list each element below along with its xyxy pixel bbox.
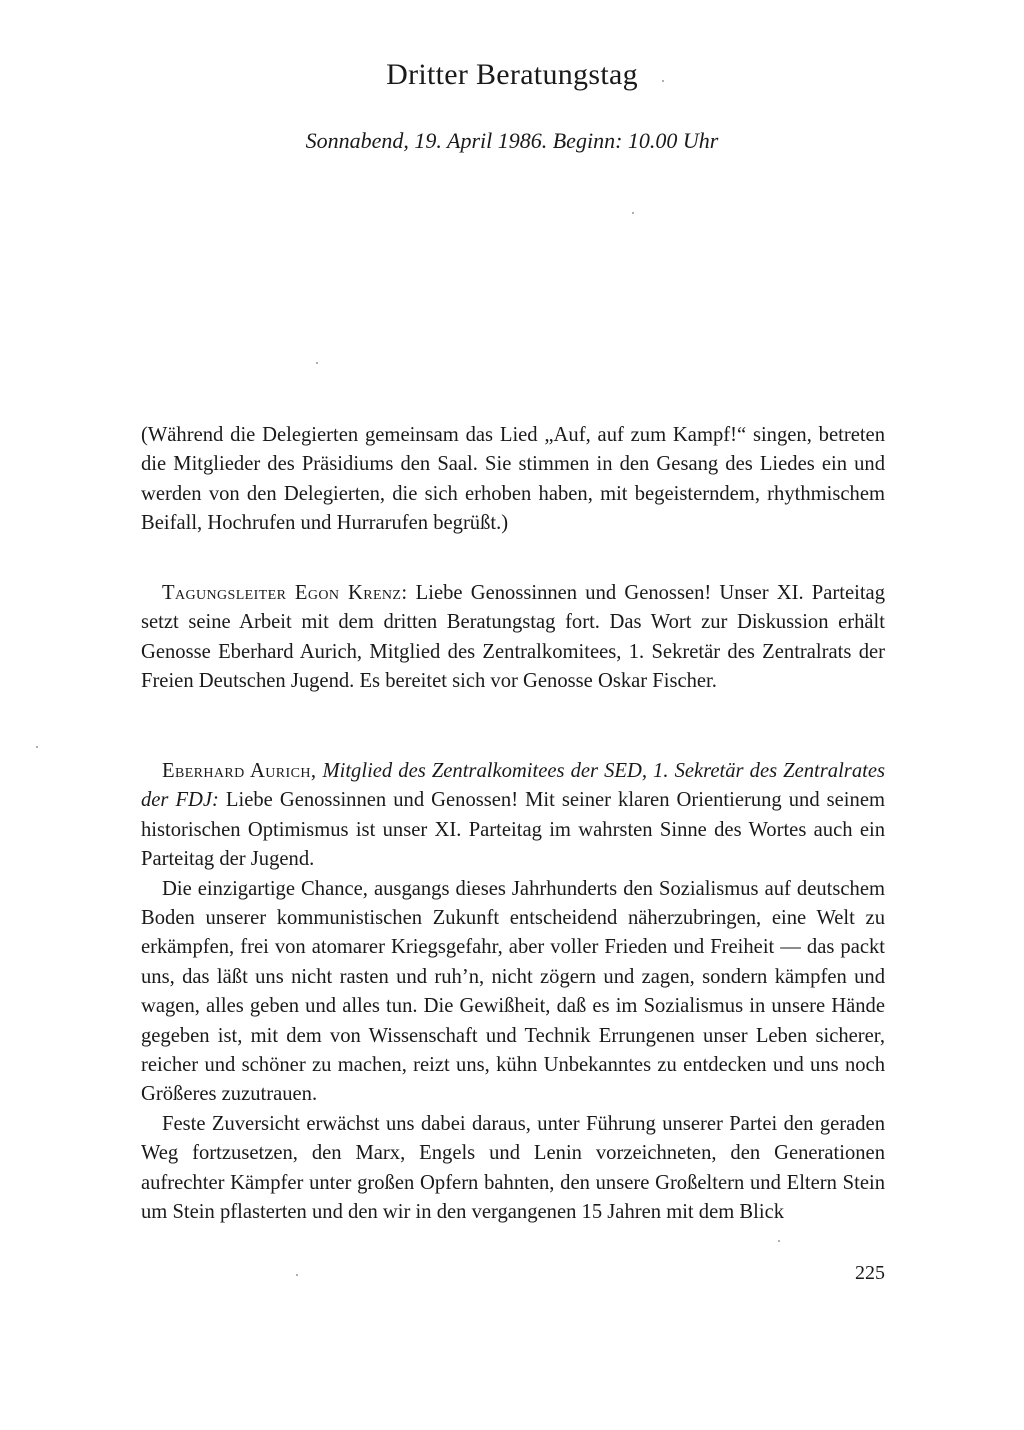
session-date-line: Sonnabend, 19. April 1986. Beginn: 10.00 Uhr	[305, 128, 719, 153]
stage-direction-text: (Während die Delegierten gemeinsam das Lied „Auf, auf zum Kampf!“ singen, betreten die Mitglieder des Präsidiums den Saal. Sie stimmen in den Gesang des Liedes ein und werden von den Delegierten, die sich erhoben haben, mit begeisterndem, rhythmischem Beifall, Hochrufen und Hurrarufen begrüßt.)	[141, 424, 885, 535]
aurich-paragraph-1	[141, 757, 885, 875]
aurich-paragraph-2: Die einzigartige Chance, ausgangs dieses Jahrhunderts den Sozialismus auf deutschem Boden unserer kommunistischen Zukunft entscheidend näherzubringen, eine Welt zu erkämpfen, frei von atomarer Kriegsgefahr, aber voller Frieden und Freiheit — das packt uns, das läßt uns nicht rasten und ruh’n, nicht zögern und zagen, sondern kämpfen und wagen, alles geben und alles tun. Die Gewißheit, daß es im Sozialismus in unsere Hände gegeben ist, mit dem von Wissenschaft und Technik Errungenen unser Leben sicherer, reicher und schöner zu machen, reizt uns, kühn Unbekanntes zu entdecken und uns noch Größeres zuzutrauen.	[141, 877, 885, 1106]
page-number: 225	[855, 1262, 885, 1284]
scan-speck	[778, 1240, 780, 1242]
krenz-statement	[141, 579, 885, 697]
stage-direction	[141, 421, 885, 539]
aurich-paragraph-3: Feste Zuversicht erwächst uns dabei daraus, unter Führung unserer Partei den geraden Weg fortzusetzen, den Marx, Engels und Lenin vorzeichneten, den Generationen aufrechter Kämpfer unter großen Opfern bahnten, den unsere Großeltern und Eltern Stein um Stein pflasterten und den wir in den vergangenen 15 Jahren mit dem Blick	[141, 1112, 885, 1224]
speaker-aurich: Eberhard Aurich,	[162, 760, 317, 782]
speaker-aurich-role: Mitglied des Zentralkomitees der SED, 1. Sekretär des Zentralrates der FDJ:	[141, 760, 885, 812]
page-title: Dritter Beratungstag	[386, 58, 638, 91]
scan-speck	[316, 362, 318, 364]
speaker-krenz: Tagungsleiter Egon Krenz:	[162, 582, 408, 604]
krenz-paragraph	[141, 579, 885, 697]
scan-speck	[36, 746, 38, 748]
aurich-speech	[141, 757, 885, 1228]
scan-speck	[662, 80, 664, 82]
krenz-text: Liebe Genossinnen und Genossen! Unser XI. Parteitag setzt seine Arbeit mit dem dritten Beratungstag fort. Das Wort zur Diskussion erhält Genosse Eberhard Aurich, Mitglied des Zentralkomitees, 1. Sekretär des Zentralrats der Freien Deutschen Jugend. Es bereitet sich vor Genosse Oskar Fischer.	[141, 582, 885, 693]
scan-speck	[296, 1274, 298, 1276]
scan-speck	[632, 212, 634, 214]
aurich-text-1: Liebe Genossinnen und Genossen! Mit seiner klaren Orientierung und seinem historischen Optimismus ist unser XI. Parteitag im wahrsten Sinne des Wortes auch ein Parteitag der Jugend.	[141, 789, 885, 871]
